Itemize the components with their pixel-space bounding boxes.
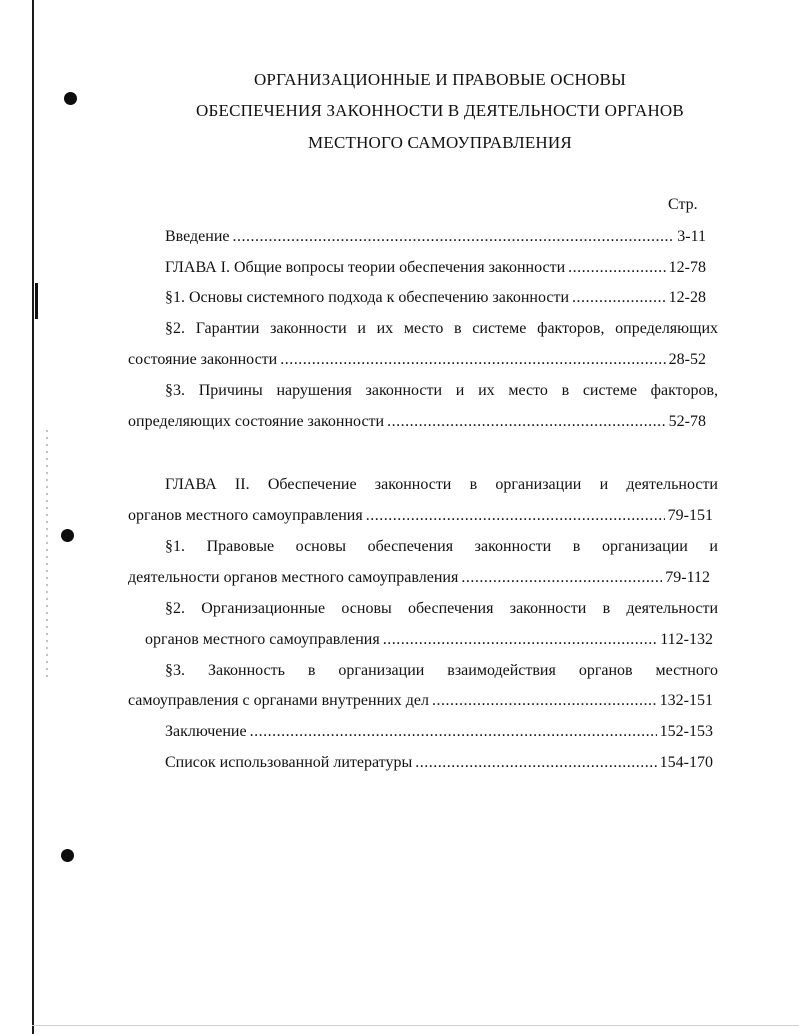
toc-entry-ch2-section-1-line-1: §1. Правовые основы обеспечения законности в организации и — [165, 538, 718, 555]
toc-entry-ch1-section-2-line-1: §2. Гарантии законности и их место в системе факторов, определяющих — [165, 320, 718, 337]
toc-entry-ch2-section-1 — [128, 569, 710, 587]
toc-leader — [572, 289, 666, 307]
toc-leader — [250, 723, 657, 741]
toc-page-range: 28-52 — [668, 351, 706, 368]
toc-entry-chapter-2-line-1: ГЛАВА II. Обеспечение законности в организации и деятельности — [165, 476, 718, 493]
document-title-line-2: ОБЕСПЕЧЕНИЯ ЗАКОННОСТИ В ДЕЯТЕЛЬНОСТИ ОРГАНОВ — [196, 101, 684, 120]
toc-entry-ch1-section-3 — [128, 413, 706, 431]
toc-page-range: 3-11 — [677, 228, 706, 245]
toc-entry-text: Заключение — [165, 723, 247, 740]
toc-entry-ch2-section-3 — [128, 692, 713, 710]
toc-leader — [387, 413, 666, 431]
toc-entry-ch1-section-1 — [165, 289, 706, 307]
toc-entry-text: органов местного самоуправления — [145, 631, 380, 648]
page-column-label: Стр. — [668, 196, 698, 213]
toc-page-range: 79-151 — [667, 507, 713, 524]
toc-page-range: 12-28 — [668, 289, 706, 306]
toc-page-range: 12-78 — [668, 259, 706, 276]
toc-page-range: 79-112 — [665, 569, 710, 586]
toc-leader — [568, 259, 666, 277]
toc-entry-text: состояние законности — [128, 351, 278, 368]
toc-entry-intro — [165, 228, 706, 246]
toc-entry-ch1-section-3-line-1: §3. Причины нарушения законности и их место в системе факторов, — [165, 382, 718, 399]
toc-entry-ch2-section-2 — [145, 631, 713, 649]
toc-entry-text: определяющих состояние законности — [128, 413, 385, 430]
toc-leader — [461, 569, 662, 587]
toc-entry-ch2-section-2-line-1: §2. Организационные основы обеспечения законности в деятельности — [165, 600, 718, 617]
toc-page-range: 132-151 — [659, 692, 713, 709]
toc-page-range: 154-170 — [659, 754, 713, 771]
toc-leader — [432, 692, 657, 710]
punch-hole-2 — [61, 529, 74, 542]
toc-entry-conclusion — [165, 723, 713, 741]
toc-entry-text: самоуправления с органами внутренних дел — [128, 692, 429, 709]
toc-page-range: 152-153 — [659, 723, 713, 740]
scan-edge — [32, 0, 34, 1034]
toc-entry-bibliography — [165, 754, 713, 772]
toc-leader — [280, 351, 665, 369]
toc-entry-ch2-section-3-line-1: §3. Законность в организации взаимодействия органов местного — [165, 662, 718, 679]
toc-entry-ch1-section-2 — [128, 351, 706, 369]
toc-entry-text: Список использованной литературы — [165, 754, 413, 771]
toc-entry-chapter-1 — [165, 259, 706, 277]
document-title-line-1: ОРГАНИЗАЦИОННЫЕ И ПРАВОВЫЕ ОСНОВЫ — [253, 70, 627, 89]
toc-entry-text: органов местного самоуправления — [128, 507, 363, 524]
toc-leader — [366, 507, 665, 525]
toc-entry-text: деятельности органов местного самоуправления — [128, 569, 459, 586]
document-title-line-3: МЕСТНОГО САМОУПРАВЛЕНИЯ — [308, 133, 572, 152]
toc-leader — [415, 754, 656, 772]
toc-page-range: 112-132 — [660, 631, 713, 648]
toc-entry-chapter-2 — [128, 507, 713, 525]
toc-leader — [233, 228, 675, 246]
scan-speckle — [46, 430, 48, 680]
toc-entry-text: Введение — [165, 228, 230, 245]
punch-hole-3 — [61, 849, 74, 862]
scan-bottom-edge — [32, 1025, 799, 1026]
toc-entry-text: §1. Основы системного подхода к обеспечению законности — [165, 289, 570, 306]
toc-leader — [383, 631, 658, 649]
punch-hole-1 — [64, 92, 77, 105]
toc-entry-text: ГЛАВА I. Общие вопросы теории обеспечения законности — [165, 259, 566, 276]
toc-page-range: 52-78 — [668, 413, 706, 430]
scan-mark — [35, 283, 38, 319]
